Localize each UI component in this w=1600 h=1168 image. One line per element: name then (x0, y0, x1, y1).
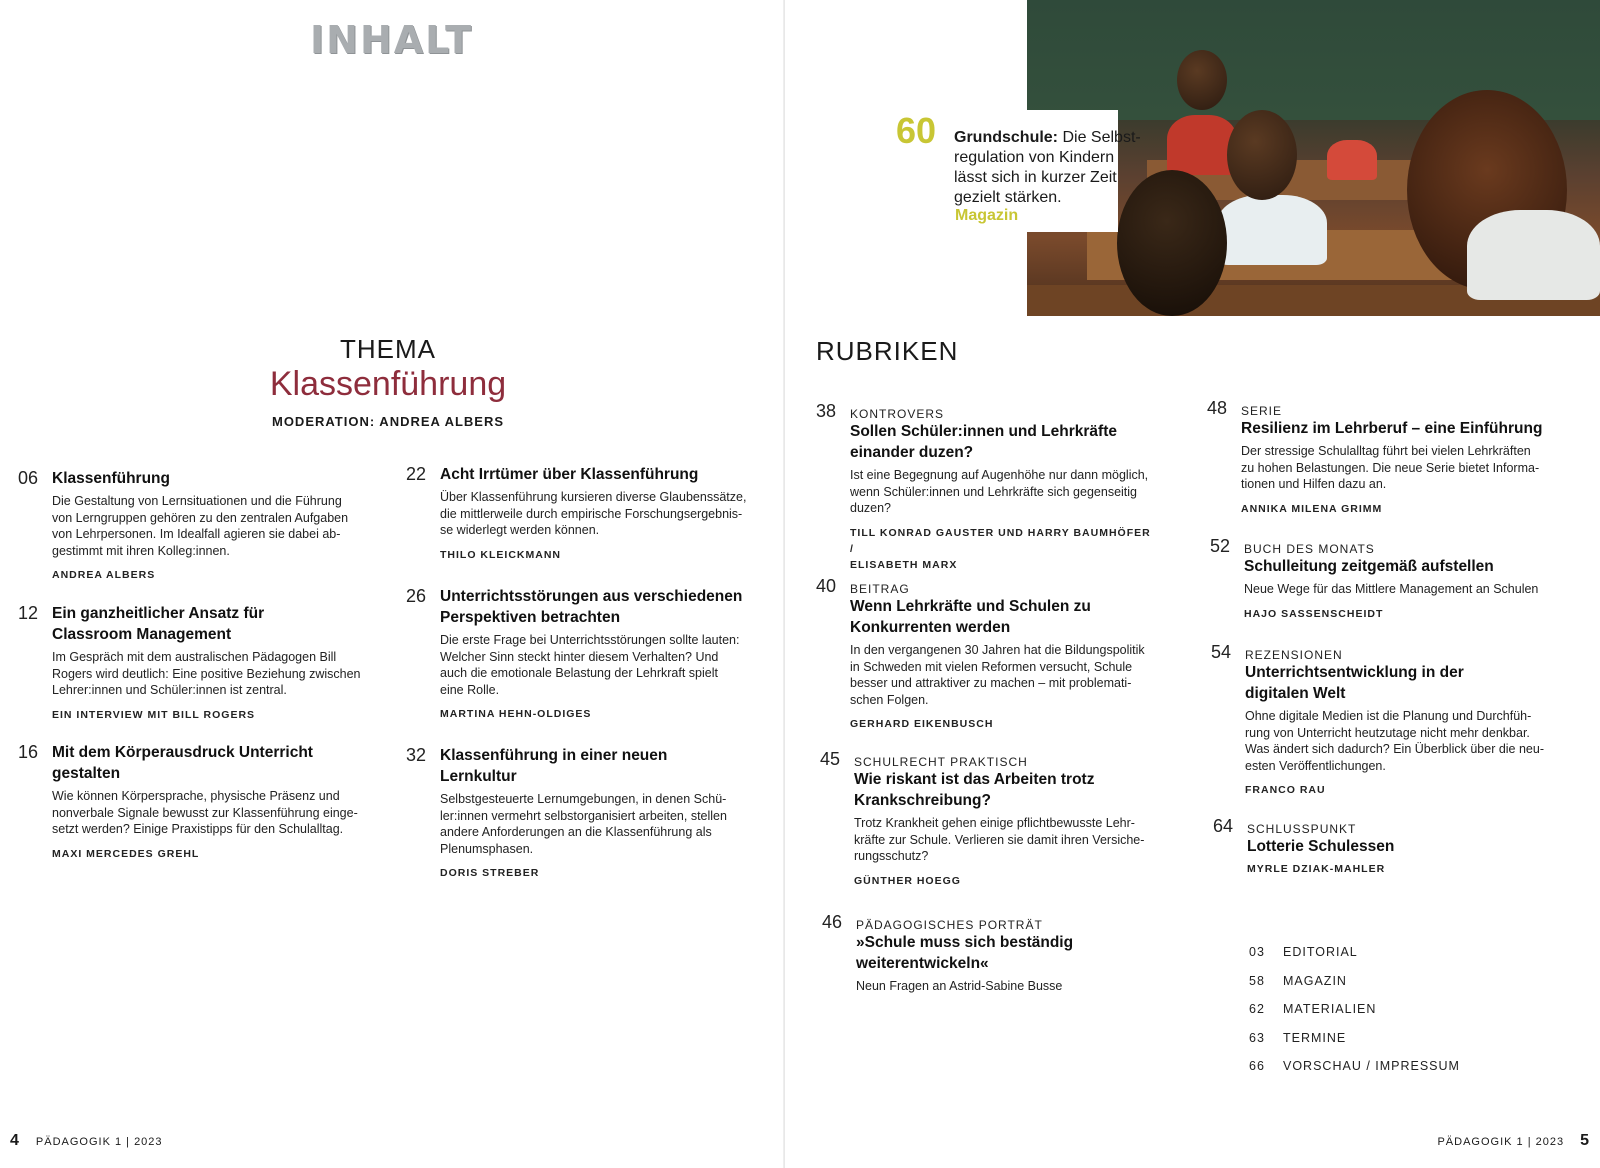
entry-author (850, 716, 1145, 732)
moderation-credit: MODERATION: ANDREA ALBERS (271, 414, 505, 429)
footer-right (1437, 1132, 1590, 1150)
entry-title[interactable] (1245, 662, 1544, 704)
short-section-label: TERMINE (1283, 1030, 1347, 1045)
entry-description-line: die mittlerweile durch empirische Forschungsergebnis- (440, 506, 743, 521)
entry-description-line: rung von Unterricht heutzutage nicht mehr denkbar. (1245, 725, 1530, 740)
entry-category: BUCH DES MONATS (1244, 542, 1375, 556)
entry-body (1245, 645, 1544, 798)
entry-author (850, 525, 1156, 573)
entry-page-number[interactable]: 48 (1207, 398, 1228, 418)
entry-title[interactable] (440, 745, 727, 787)
entry-author-line: DORIS STREBER (440, 867, 540, 879)
footer-right-issue: PÄDAGOGIK 1 | 2023 (1437, 1136, 1565, 1148)
entry-author (1241, 501, 1542, 517)
entry-description-line: Selbstgesteuerte Lernumgebungen, in denen Schü- (440, 792, 727, 806)
entry-description-line: Die erste Frage bei Unterrichtsstörungen sollte lauten: (440, 633, 740, 647)
entry-description-line: andere Anforderungen an die Klassenführung als (440, 825, 712, 839)
entry-author (52, 846, 358, 862)
short-section-item[interactable] (1249, 1059, 1460, 1088)
entry-description (854, 815, 1144, 865)
entry-description-line: von Lehrpersonen. Im Idealfall agieren sie dabei ab- (52, 527, 341, 541)
entry-title-line: Konkurrenten werden (850, 619, 1011, 636)
footer-right-page-number: 5 (1580, 1132, 1590, 1149)
entry-category: KONTROVERS (850, 407, 945, 421)
entry-description-line: tionen und Hilfen dazu an. (1241, 477, 1387, 491)
short-section-label: VORSCHAU / IMPRESSUM (1283, 1059, 1460, 1073)
entry-description-line: Ohne digitale Medien ist die Planung und Durchfüh- (1245, 709, 1532, 723)
inhalt-heading: INHALT (310, 18, 473, 62)
entry-page-number[interactable]: 45 (820, 749, 841, 769)
entry-author (440, 706, 742, 722)
short-section-item[interactable] (1249, 1002, 1460, 1031)
entry-title-line: Ein ganzheitlicher Ansatz für (52, 605, 265, 622)
entry-description (440, 791, 727, 857)
entry-description-line: Trotz Krankheit gehen einige pflichtbewusste Lehr- (854, 816, 1135, 830)
entry-description-line: rungsschutz? (854, 849, 929, 863)
teaser-line-3: lässt sich in kurzer Zeit (954, 169, 1117, 186)
entry-description (1244, 581, 1538, 598)
thema-title: Klassenführung (269, 365, 507, 403)
entry-page-number[interactable]: 12 (18, 603, 39, 623)
entry-author-line: ANNIKA MILENA GRIMM (1241, 502, 1383, 515)
entry-title-line: Unterrichtsstörungen aus verschiedenen (440, 588, 743, 605)
entry-body (856, 915, 1073, 995)
entry-title[interactable] (52, 742, 358, 784)
entry-body (52, 468, 348, 583)
entry-category: SERIE (1241, 404, 1283, 418)
entry-description (850, 467, 1156, 517)
entry-body (850, 404, 1156, 573)
entry-description-line: Der stressige Schulalltag führt bei vielen Lehrkräften (1241, 444, 1531, 458)
teaser-line-1: Die Selbst- (1058, 129, 1141, 146)
entry-page-number[interactable]: 38 (816, 401, 837, 421)
entry-author-line: THILO KLEICKMANN (440, 548, 561, 561)
entry-title-line: weiterentwickeln« (856, 955, 989, 972)
entry-page-number[interactable]: 32 (406, 745, 427, 765)
short-section-list (1249, 945, 1460, 1088)
entry-description-line: duzen? (850, 501, 892, 515)
page-fold (783, 0, 785, 1168)
entry-title[interactable] (850, 421, 1156, 463)
entry-author-line: TILL KONRAD GAUSTER UND HARRY BAUMHÖFER / (850, 526, 1151, 555)
entry-description-line: besser und attraktiver zu machen – mit problemati- (850, 676, 1132, 690)
entry-author (1247, 861, 1394, 877)
entry-description-line: se widerlegt werden können. (440, 523, 600, 537)
entry-author-line: MARTINA HEHN-OLDIGES (440, 708, 592, 720)
entry-description-line: Über Klassenführung kursieren diverse Glaubenssätze, (440, 490, 747, 504)
entry-description-line: Neue Wege für das Mittlere Management an Schulen (1244, 582, 1539, 596)
entry-page-number[interactable]: 64 (1213, 816, 1234, 836)
teaser-line-4: gezielt stärken. (954, 189, 1062, 206)
entry-page-number[interactable]: 26 (406, 586, 427, 606)
entry-description (850, 642, 1145, 708)
entry-description-line: kräfte zur Schule. Verlieren sie damit ihren Versiche- (854, 832, 1145, 847)
entry-description-line: Wie können Körpersprache, physische Präsenz und (52, 789, 340, 803)
short-section-label: EDITORIAL (1283, 945, 1358, 959)
entry-description (52, 493, 348, 559)
entry-description (1245, 708, 1544, 774)
entry-description-line: gestimmt mit ihren Kolleg:innen. (52, 543, 230, 558)
entry-description-line: von Lerngruppen gehören zu den zentralen Aufgaben (52, 510, 349, 525)
entry-description-line: Rogers wird deutlich: Eine positive Beziehung zwischen (52, 666, 361, 681)
entry-title-line: Klassenführung in einer neuen (440, 747, 668, 764)
entry-title-line: Mit dem Körperausdruck Unterricht (52, 744, 313, 761)
entry-description (440, 489, 746, 539)
entry-title-line: Unterrichtsentwicklung in der (1245, 664, 1464, 681)
entry-author (440, 547, 746, 563)
entry-description-line: esten Veröffentlichungen. (1245, 758, 1386, 773)
entry-title-line: Classroom Management (52, 626, 232, 643)
entry-body (1247, 819, 1394, 877)
entry-description-line: Die Gestaltung von Lernsituationen und die Führung (52, 494, 342, 508)
entry-page-number[interactable]: 52 (1210, 536, 1231, 556)
teaser-tag[interactable]: Magazin (955, 207, 1019, 224)
rubriken-label: RUBRIKEN (816, 336, 959, 366)
short-section-item[interactable] (1249, 945, 1460, 974)
entry-page-number[interactable]: 46 (822, 912, 843, 932)
entry-body (52, 603, 361, 723)
entry-description (856, 978, 1073, 995)
entry-page-number[interactable]: 06 (18, 468, 39, 488)
entry-author-line: MYRLE DZIAK-MAHLER (1247, 863, 1386, 875)
short-section-page-number: 58 (1249, 973, 1265, 988)
entry-author (52, 567, 348, 583)
entry-title[interactable] (52, 603, 361, 645)
entry-description-line: Was ändert sich dadurch? Ein Überblick über die neu- (1245, 742, 1544, 756)
footer-left-issue: PÄDAGOGIK 1 | 2023 (35, 1136, 163, 1148)
entry-title[interactable] (1247, 836, 1394, 857)
entry-category: BEITRAG (850, 582, 910, 596)
entry-title[interactable] (440, 464, 746, 485)
entry-body (1241, 401, 1542, 517)
entry-title-line: Wenn Lehrkräfte und Schulen zu (850, 598, 1091, 615)
entry-title-line: digitalen Welt (1245, 685, 1346, 702)
entry-author (1245, 782, 1544, 798)
entry-body (850, 579, 1145, 732)
entry-title-line: Sollen Schüler:innen und Lehrkräfte (850, 423, 1117, 440)
entry-description-line: In den vergangenen 30 Jahren hat die Bildungspolitik (850, 643, 1145, 657)
short-section-page-number: 66 (1249, 1059, 1265, 1073)
teaser-page-number[interactable]: 60 (896, 110, 937, 151)
entry-author-line: MAXI MERCEDES GREHL (52, 847, 200, 860)
entry-title[interactable] (854, 769, 1144, 811)
entry-title[interactable] (1244, 556, 1538, 577)
entry-title[interactable] (1241, 418, 1542, 439)
entry-title-line: Acht Irrtümer über Klassenführung (440, 466, 699, 483)
entry-description-line: Lehrer:innen und Schüler:innen ist zentral. (52, 683, 287, 697)
entry-category: PÄDAGOGISCHES PORTRÄT (856, 918, 1043, 932)
entry-author-line: FRANCO RAU (1245, 784, 1326, 796)
entry-body (52, 742, 358, 862)
entry-description-line: zu hohen Belastungen. Die neue Serie bietet Informa- (1241, 460, 1540, 475)
footer-left-page-number: 4 (10, 1132, 20, 1149)
teaser-line-2: regulation von Kindern (954, 149, 1115, 166)
entry-description-line: Neun Fragen an Astrid-Sabine Busse (856, 979, 1063, 993)
entry-description-line: Plenumsphasen. (440, 841, 534, 856)
thema-label: THEMA (340, 334, 436, 364)
short-section-page-number: 63 (1249, 1030, 1265, 1045)
entry-title-line: Perspektiven betrachten (440, 609, 621, 626)
entry-page-number[interactable]: 40 (816, 576, 837, 596)
entry-title-line: »Schule muss sich beständig (856, 934, 1074, 951)
entry-author-line: ANDREA ALBERS (52, 569, 156, 581)
entry-author (440, 865, 727, 881)
entry-description-line: schen Folgen. (850, 692, 929, 707)
entry-title-line: Wie riskant ist das Arbeiten trotz (854, 771, 1095, 788)
entry-author (854, 873, 1144, 889)
entry-title-line: Klassenführung (52, 470, 170, 487)
entry-title-line: einander duzen? (850, 444, 974, 461)
short-section-label: MATERIALIEN (1283, 1002, 1377, 1016)
entry-author (52, 707, 361, 723)
entry-title[interactable] (850, 596, 1145, 638)
entry-body (440, 464, 746, 563)
entry-description (440, 632, 742, 698)
entry-description-line: setzt werden? Einige Praxistipps für den Schulalltag. (52, 822, 344, 836)
entry-category: SCHULRECHT PRAKTISCH (854, 755, 1028, 769)
entry-description-line: nonverbale Signale bewusst zur Klassenführung einge- (52, 805, 358, 820)
entry-body (440, 586, 742, 722)
entry-author-line: HAJO SASSENSCHEIDT (1244, 607, 1384, 620)
teaser-lead: Grundschule: (954, 129, 1059, 146)
entry-description-line: in Schweden mit vielen Reformen versucht, Schule (850, 659, 1133, 674)
short-section-item[interactable] (1249, 1031, 1460, 1060)
entry-description-line: Ist eine Begegnung auf Augenhöhe nur dann möglich, (850, 468, 1149, 482)
entry-category: SCHLUSSPUNKT (1247, 822, 1357, 836)
entry-description-line: auch die emotionale Belastung der Lehrkraft spielt (440, 666, 718, 680)
entry-author-line: GÜNTHER HOEGG (854, 874, 961, 887)
entry-page-number[interactable]: 54 (1211, 642, 1232, 662)
entry-page-number[interactable]: 16 (18, 742, 39, 762)
entry-title-line: Lotterie Schulessen (1247, 838, 1395, 855)
entry-title-line: gestalten (52, 765, 121, 782)
entry-body (1244, 539, 1538, 622)
teaser-text (954, 128, 1144, 208)
entry-description-line: ler:innen vermehrt selbstorganisiert arbeiten, stellen (440, 808, 727, 823)
footer-left (10, 1132, 163, 1150)
entry-title-line: Krankschreibung? (854, 792, 991, 809)
entry-title-line: Lernkultur (440, 768, 517, 785)
entry-description-line: Welcher Sinn steckt hinter diesem Verhalten? Und (440, 649, 719, 664)
entry-title[interactable] (440, 586, 742, 628)
entry-title-line: Schulleitung zeitgemäß aufstellen (1244, 558, 1494, 575)
entry-author-line: GERHARD EIKENBUSCH (850, 718, 994, 730)
entry-author-line: ELISABETH MARX (850, 558, 958, 571)
short-section-page-number: 62 (1249, 1002, 1265, 1016)
short-section-item[interactable] (1249, 974, 1460, 1003)
short-section-page-number: 03 (1249, 945, 1265, 959)
entry-description-line: eine Rolle. (440, 682, 500, 697)
entry-author-line: EIN INTERVIEW MIT BILL ROGERS (52, 708, 256, 721)
entry-title[interactable] (52, 468, 348, 489)
short-section-label: MAGAZIN (1283, 973, 1347, 988)
entry-description-line: Im Gespräch mit dem australischen Pädagogen Bill (52, 650, 337, 664)
entry-title[interactable] (856, 932, 1073, 974)
entry-description (1241, 443, 1542, 493)
entry-title-line: Resilienz im Lehrberuf – eine Einführung (1241, 420, 1543, 437)
entry-description (52, 788, 358, 838)
entry-author (1244, 606, 1538, 622)
entry-body (440, 745, 727, 881)
entry-description-line: wenn Schüler:innen und Lehrkräfte sich gegenseitig (850, 484, 1137, 499)
entry-description (52, 649, 361, 699)
entry-body (854, 752, 1144, 889)
entry-page-number[interactable]: 22 (406, 464, 427, 484)
entry-category: REZENSIONEN (1245, 648, 1343, 662)
